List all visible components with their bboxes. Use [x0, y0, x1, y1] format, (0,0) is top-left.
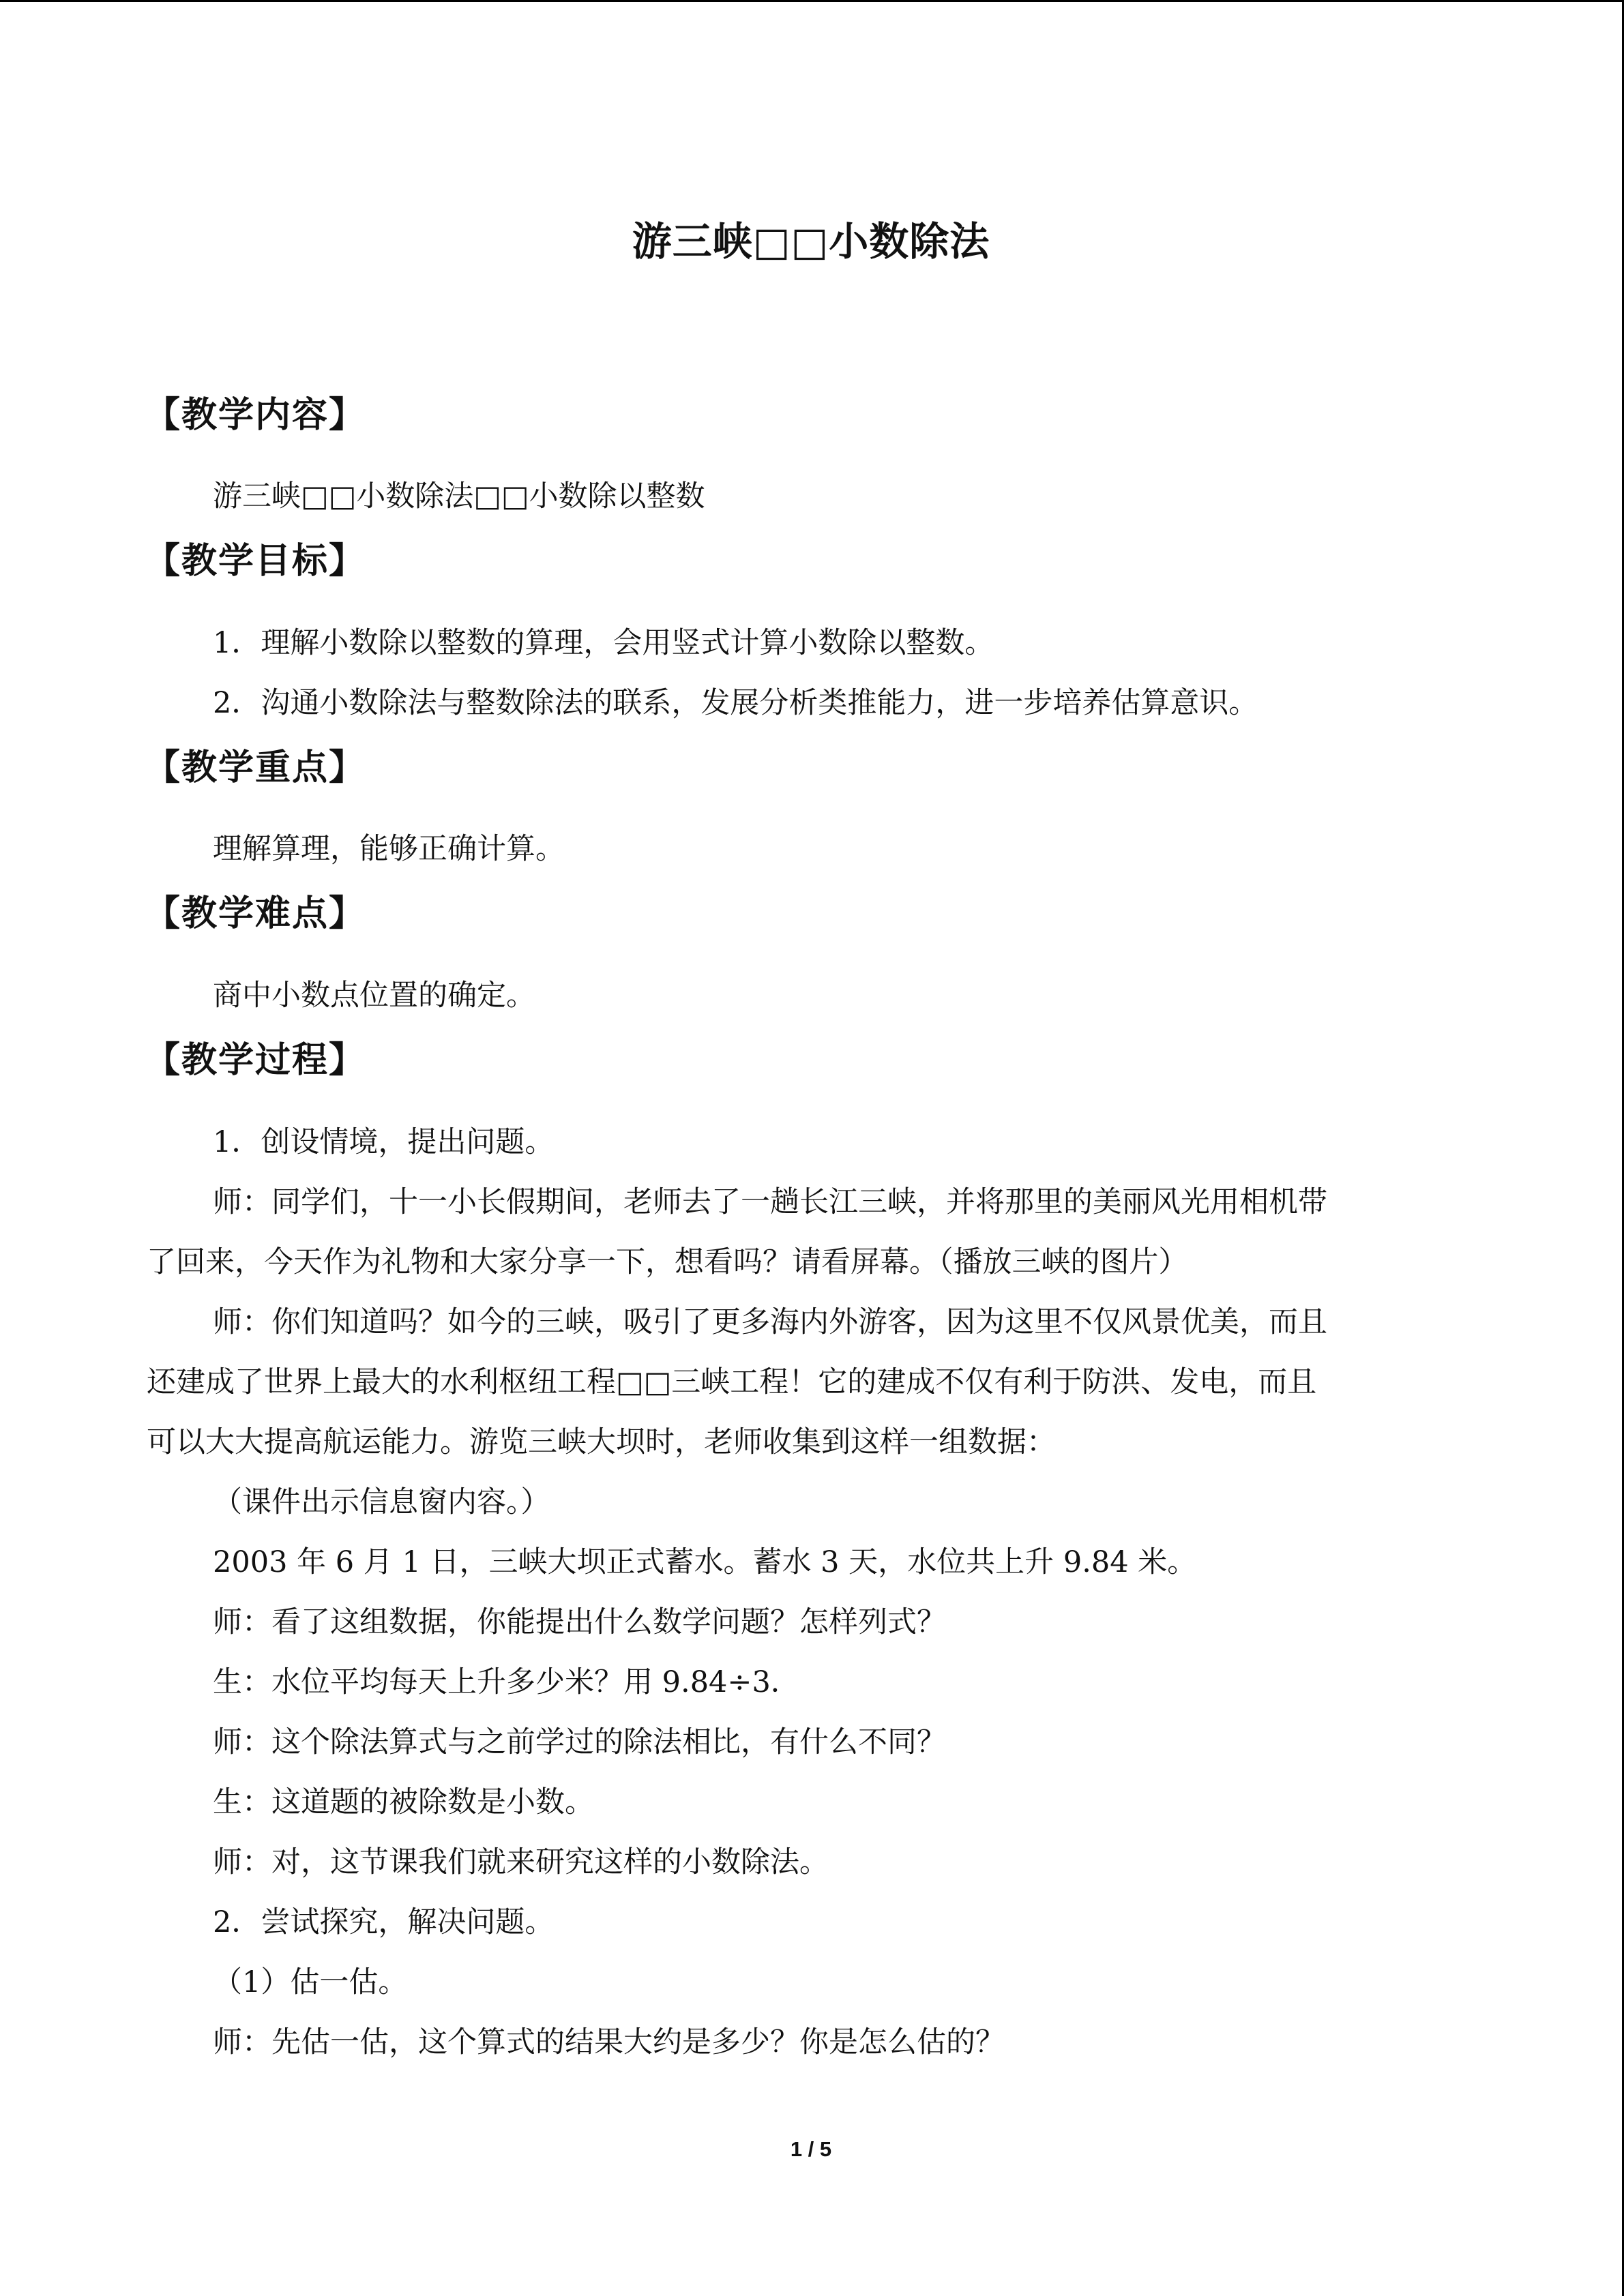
- section-heading-key-point: 【教学重点】: [145, 747, 366, 788]
- page-number: 1 / 5: [790, 2137, 832, 2161]
- process-line-6: 可以大大提高航运能力。游览三峡大坝时，老师收集到这样一组数据：: [147, 1425, 1056, 1459]
- process-line-1: 1．创设情境，提出问题。: [213, 1125, 555, 1159]
- process-line-4: 师：你们知道吗？如今的三峡，吸引了更多海内外游客，因为这里不仅风景优美，而且: [213, 1305, 1327, 1339]
- process-line-12: 生：这道题的被除数是小数。: [213, 1785, 594, 1819]
- key-point-line: 理解算理，能够正确计算。: [213, 832, 565, 866]
- section-heading-goals: 【教学目标】: [145, 541, 366, 582]
- process-line-3: 了回来，今天作为礼物和大家分享一下，想看吗？请看屏幕。（播放三峡的图片）: [147, 1245, 1188, 1279]
- process-line-15: （1）估一估。: [213, 1965, 408, 1999]
- process-line-10: 生：水位平均每天上升多少米？用 9.84÷3．: [213, 1665, 800, 1699]
- process-line-16: 师：先估一估，这个算式的结果大约是多少？你是怎么估的？: [213, 2025, 1005, 2059]
- document-title: 游三峡□□小数除法: [632, 218, 990, 265]
- process-line-5: 还建成了世界上最大的水利枢纽工程□□三峡工程！它的建成不仅有利于防洪、发电，而且: [147, 1365, 1317, 1399]
- content-line: 游三峡□□小数除法□□小数除以整数: [213, 479, 705, 513]
- section-heading-difficulty: 【教学难点】: [145, 893, 366, 934]
- difficulty-line: 商中小数点位置的确定。: [213, 979, 535, 1013]
- process-line-2: 师：同学们，十一小长假期间，老师去了一趟长江三峡，并将那里的美丽风光用相机带: [213, 1185, 1327, 1219]
- process-line-13: 师：对，这节课我们就来研究这样的小数除法。: [213, 1845, 829, 1879]
- process-line-7: （课件出示信息窗内容。）: [213, 1485, 550, 1519]
- process-line-9: 师：看了这组数据，你能提出什么数学问题？怎样列式？: [213, 1605, 946, 1639]
- goals-line-2: 2．沟通小数除法与整数除法的联系，发展分析类推能力，进一步培养估算意识。: [213, 686, 1258, 720]
- section-heading-process: 【教学过程】: [145, 1040, 366, 1081]
- goals-line-1: 1．理解小数除以整数的算理，会用竖式计算小数除以整数。: [213, 626, 994, 660]
- section-heading-content: 【教学内容】: [145, 395, 366, 436]
- process-line-8: 2003 年 6 月 1 日，三峡大坝正式蓄水。蓄水 3 天，水位共上升 9.84 米。: [213, 1545, 1197, 1579]
- process-line-11: 师：这个除法算式与之前学过的除法相比，有什么不同？: [213, 1725, 946, 1759]
- process-line-14: 2．尝试探究，解决问题。: [213, 1905, 555, 1939]
